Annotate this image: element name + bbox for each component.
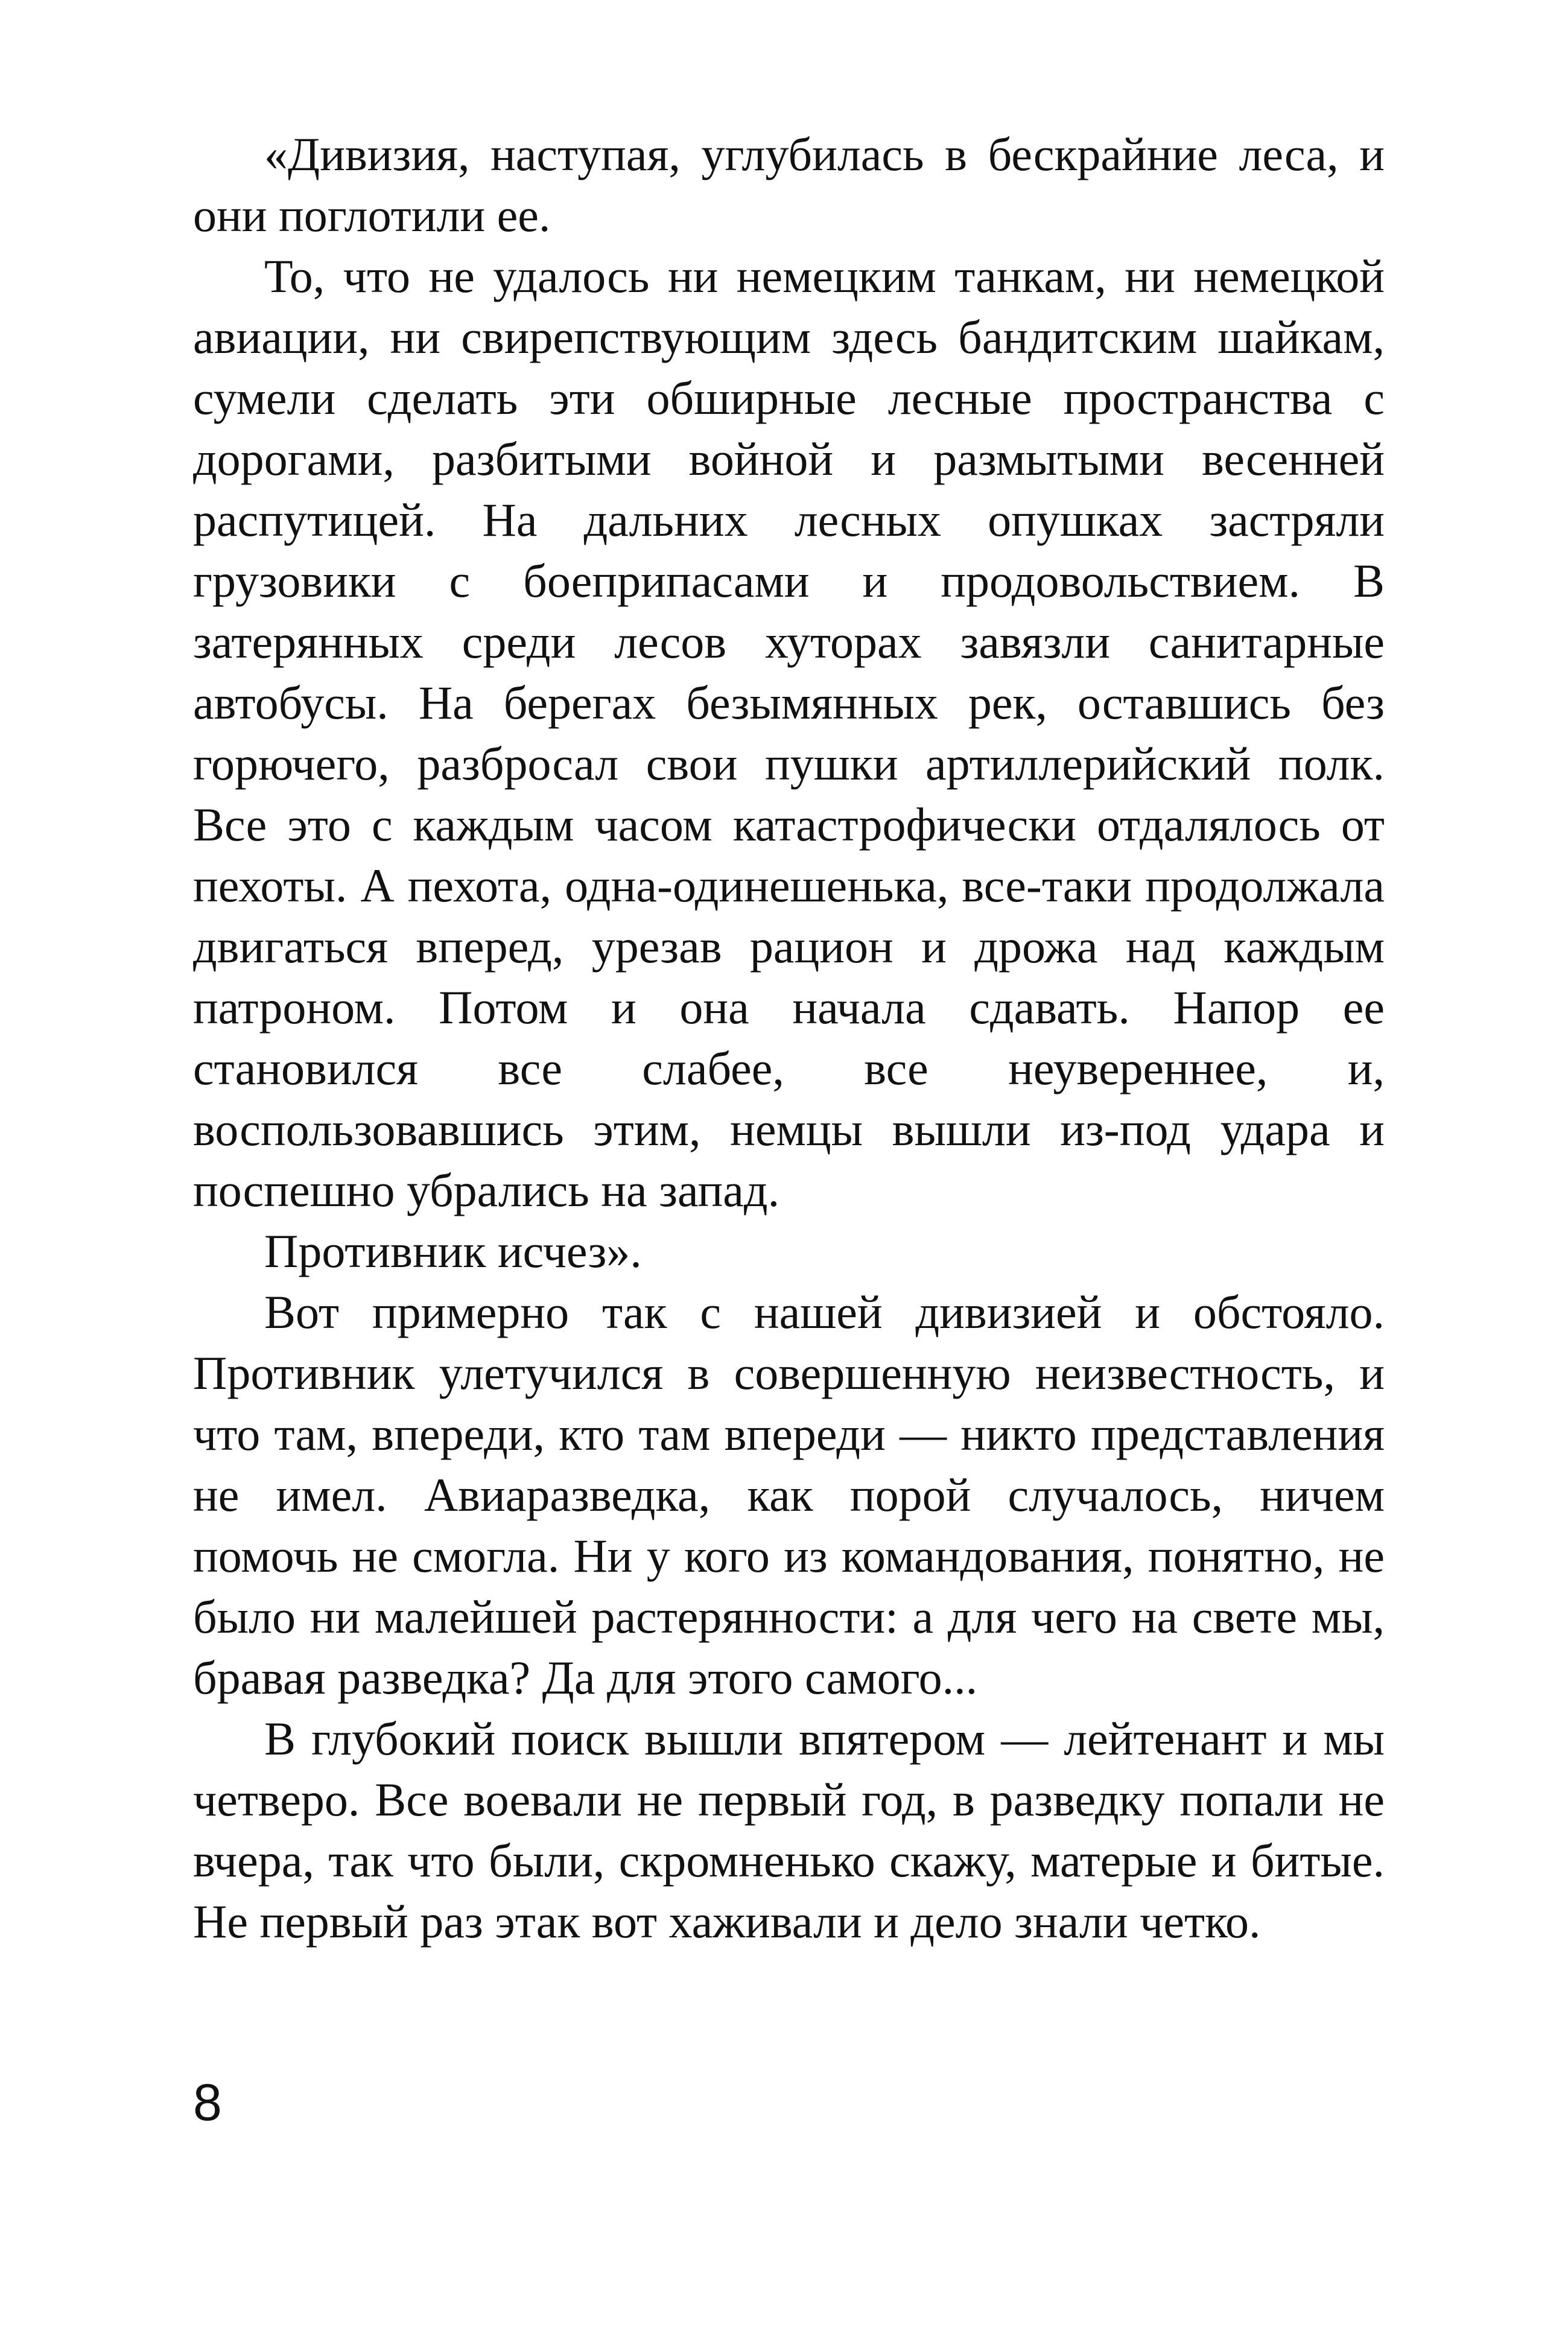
- paragraph-quote-opening: «Дивизия, наступая, углубилась в бескрайние леса, и они поглотили ее.: [193, 128, 1385, 241]
- body-text: [193, 124, 1385, 1952]
- paragraph-division-lost: То, что не удалось ни немецким танкам, ни немецкой авиации, ни свирепствующим здесь бандитским шайкам, сумели сделать эти обширные лесные пространства с дорогами, разбитыми войной и размытыми весенней распутицей. На дальних лесных опушках застряли грузовики с боеприпасами и продовольствием. В затерянных среди лесов хуторах завязли санитарные автобусы. На берегах безымянных рек, оставшись без горючего, разбросал свои пушки артиллерийский полк. Все это с каждым часом катастрофически отдалялось от пехоты. А пехота, одна-одинешенька, все-таки продолжала двигаться вперед, урезав рацион и дрожа над каждым патроном. Потом и она начала сдавать. Напор ее становился все слабее, все неувереннее, и, воспользовавшись этим, немцы вышли из-под удара и поспешно убрались на запад.: [193, 250, 1385, 1216]
- paragraph-our-division: Вот примерно так с нашей дивизией и обстояло. Противник улетучился в совершенную неизвестность, и что там, впереди, кто там впереди — никто представления не имел. Авиаразведка, как порой случалось, ничем помочь не смогла. Ни у кого из командования, понятно, не было ни малейшей растерянности: а для чего на свете мы, бравая разведка? Да для этого самого...: [193, 1286, 1385, 1704]
- paragraph-enemy-vanished: Противник исчез».: [264, 1225, 642, 1277]
- paragraph-deep-search: В глубокий поиск вышли впятером — лейтенант и мы четверо. Все воевали не первый год, в разведку попали не вчера, так что были, скромненько скажу, матерые и битые. Не первый раз этак вот хаживали и дело знали четко.: [193, 1712, 1385, 1948]
- page-number: 8: [193, 2074, 222, 2132]
